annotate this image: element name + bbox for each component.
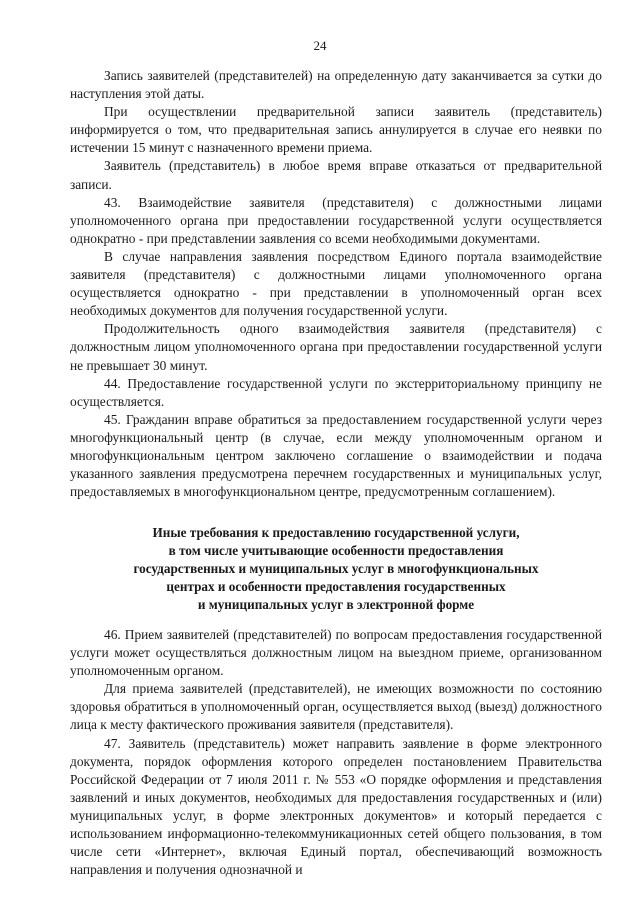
paragraph-46: 46. Прием заявителей (представителей) по вопросам предоставления государственной услуги может осуществляться должностным лицом на выездном приеме, организованном уполномоченным органом.: [70, 627, 602, 679]
paragraph: Заявитель (представитель) в любое время вправе отказаться от предварительной записи.: [70, 158, 602, 192]
section-heading-line: в том числе учитывающие особенности предоставления: [168, 543, 504, 559]
paragraph: Для приема заявителей (представителей), не имеющих возможности по состоянию здоровья обратиться в уполномоченный орган, осуществляется выход (выезд) должностного лица к месту фактического проживания заявителя (представителя).: [70, 681, 602, 733]
body-text-bottom: [70, 626, 602, 879]
paragraph-47: 47. Заявитель (представитель) может направить заявление в форме электронного документа, порядок оформления которого определен постановлением Правительства Российской Федерации от 7 июля 2011 г. № 553 «О порядке оформления и представления заявлений и иных документов, необходимых для предоставления государственных и (или) муниципальных услуг, в форме электронных документов» и который передается с использованием информационно-телекоммуникационных сетей общего пользования, в том числе сети «Интернет», включая Единый портал, обеспечивающий возможность направления и получения однозначной и: [70, 735, 602, 878]
section-heading-line: государственных и муниципальных услуг в многофункциональных: [133, 561, 539, 577]
paragraph-45: 45. Гражданин вправе обратиться за предоставлением государственной услуги через многофункциональный центр (в случае, если между уполномоченным органом и многофункциональным центром заключено соглашение о взаимодействии и подача указанного заявления предусмотрена перечнем государственных и муниципальных услуг, предоставляемых в многофункциональном центре, предусмотренным соглашением).: [70, 411, 602, 500]
body-text-top: [70, 67, 602, 501]
section-heading: [70, 524, 602, 614]
page-number: 24: [313, 38, 327, 53]
section-heading-line: Иные требования к предоставлению государственной услуги,: [152, 525, 520, 540]
paragraph: Продолжительность одного взаимодействия заявителя (представителя) с должностным лицом уполномоченного органа при предоставлении государственной услуги не превышает 30 минут.: [70, 321, 602, 373]
section-heading-line: центрах и особенности предоставления государственных: [166, 579, 506, 595]
paragraph: При осуществлении предварительной записи заявитель (представитель) информируется о том, что предварительная запись аннулируется в случае его неявки по истечении 15 минут с назначенного времени приема.: [70, 104, 602, 156]
paragraph: В случае направления заявления посредством Единого портала взаимодействие заявителя (представителя) с должностными лицами уполномоченного органа осуществляется однократно - при представлении в уполномоченный орган всех необходимых документов для получения государственной услуги.: [70, 248, 602, 319]
paragraph-44: 44. Предоставление государственной услуги по экстерриториальному принципу не осуществляется.: [70, 375, 602, 409]
paragraph-43: 43. Взаимодействие заявителя (представителя) с должностными лицами уполномоченного органа при предоставлении государственной услуги осуществляется однократно - при представлении заявления со всеми необходимыми документами.: [70, 194, 602, 246]
section-heading-line: и муниципальных услуг в электронной форме: [197, 597, 475, 613]
paragraph: Запись заявителей (представителей) на определенную дату заканчивается за сутки до наступления этой даты.: [70, 68, 602, 102]
